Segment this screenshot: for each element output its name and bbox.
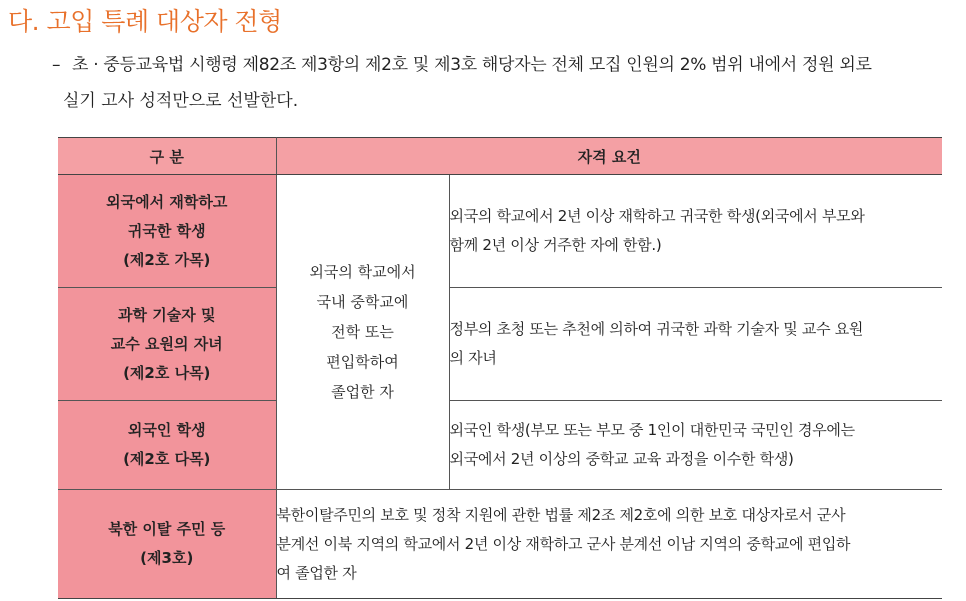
detail-text: 북한이탈주민의 보호 및 정착 지원에 관한 법률 제2조 제2호에 의한 보호 대상자로서 군사: [276, 505, 846, 524]
category-text: 외국에서 재학하고: [106, 192, 228, 211]
detail-text: 외국인 학생(부모 또는 부모 중 1인이 대한민국 국민인 경우에는: [449, 421, 855, 439]
shared-requirement-text: 졸업한 자: [331, 383, 394, 401]
table-row: [58, 401, 942, 490]
requirement-detail-cell: [449, 288, 942, 401]
section-title: 다. 고입 특례 대상자 전형: [8, 7, 282, 36]
shared-requirement-text: 외국의 학교에서: [309, 263, 416, 281]
table-row: [58, 490, 942, 599]
category-cell: [58, 288, 276, 401]
shared-requirement-text: 국내 중학교에: [316, 293, 409, 311]
description-line-2: 실기 고사 성적만으로 선발한다.: [63, 91, 299, 111]
eligibility-table: [58, 137, 942, 599]
table-header-row: [58, 138, 942, 175]
description-dash: –: [52, 55, 61, 75]
table-row: [58, 175, 942, 288]
category-cell: [58, 401, 276, 490]
detail-text: 분계선 이북 지역의 학교에서 2년 이상 재학하고 군사 분계선 이남 지역의 중학교에 편입하: [276, 534, 851, 553]
category-text: 교수 요원의 자녀: [110, 334, 223, 353]
detail-text: 함께 2년 이상 거주한 자에 한함.): [449, 236, 662, 254]
category-cell: [58, 490, 276, 599]
category-text: 외국인 학생: [127, 421, 206, 439]
shared-requirement-text: 전학 또는: [331, 323, 394, 341]
header-category: 구 분: [58, 138, 276, 175]
detail-text: 외국의 학교에서 2년 이상 재학하고 귀국한 학생(외국에서 부모와: [449, 207, 865, 225]
category-text: (제2호 나목): [123, 363, 211, 382]
table-row: [58, 288, 942, 401]
shared-requirement-cell: [276, 175, 449, 490]
category-text: (제3호): [140, 549, 194, 567]
shared-requirement-text: 편입학하여: [326, 353, 399, 371]
detail-text: 외국에서 2년 이상의 중학교 교육 과정을 이수한 학생): [449, 450, 794, 468]
category-text: (제2호 가목): [123, 250, 211, 269]
requirement-detail-cell: [449, 401, 942, 490]
header-requirements: 자격 요건: [276, 138, 942, 175]
category-text: 과학 기술자 및: [118, 305, 216, 324]
detail-text: 여 졸업한 자: [276, 563, 357, 582]
category-text: 귀국한 학생: [127, 221, 206, 240]
requirement-detail-cell: [449, 175, 942, 288]
description-line-1: 초 · 중등교육법 시행령 제82조 제3항의 제2호 및 제3호 해당자는 전체 모집 인원의 2% 범위 내에서 정원 외로: [72, 55, 872, 75]
detail-text: 의 자녀: [449, 349, 497, 367]
category-cell: [58, 175, 276, 288]
category-text: (제2호 다목): [123, 450, 211, 468]
category-text: 북한 이탈 주민 등: [108, 520, 226, 538]
requirement-detail-cell: [276, 490, 942, 599]
detail-text: 정부의 초청 또는 추천에 의하여 귀국한 과학 기술자 및 교수 요원: [449, 320, 864, 338]
